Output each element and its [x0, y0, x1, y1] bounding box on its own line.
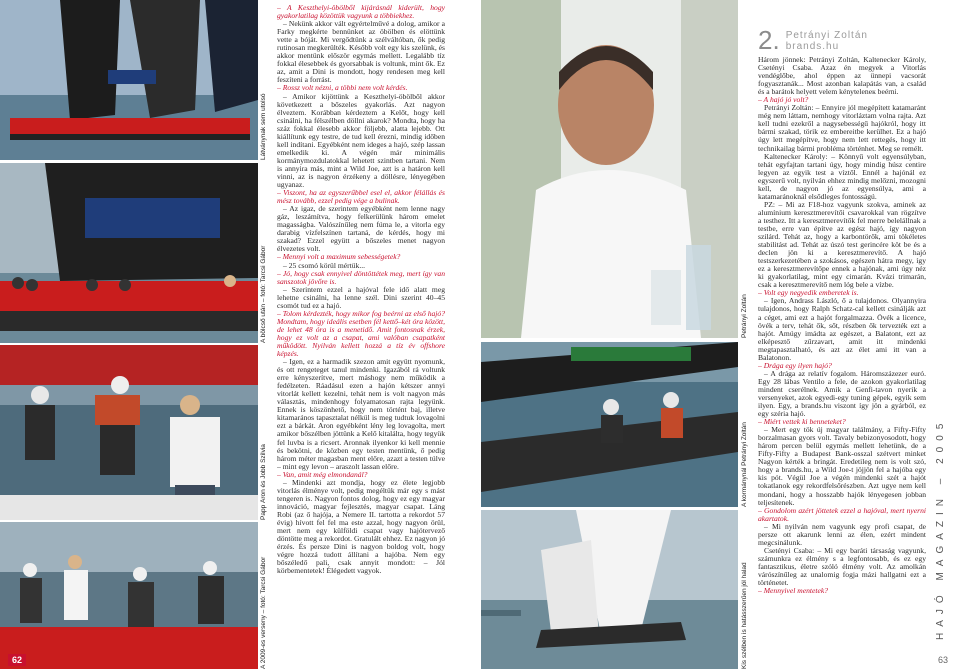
section-header [758, 25, 868, 55]
interview-question: – A Keszthelyi-öbölből kijárásnál kiderült, hogy gyakorlatilag közöttük vagyunk a többiekhez. [277, 4, 445, 21]
interview-question: – Gondolom azért jöttetek ezzel a hajóval, mert nyerni akartatok. [758, 505, 926, 523]
caption-photo-1: Látványnak sem utolsó [260, 93, 267, 160]
interview-question: – Mennyivel mentetek? [758, 586, 828, 596]
article-paragraph: Petrányi Zoltán: – Ennyire jól megépített katamaránt még nem láttam, nemhogy vitorláztam volna rajta. Azt kell tudni ezekről a nagysebességű hajókról, hogy itt bármi szakad, törik ez embereitbe kerülhet. Ez a hajó úgy lett megépítve, hogy nem lett rettegés, hogy itt technikailag bármi probléma történhet. Meg se remélt. [758, 103, 926, 153]
photo-sailing-light-wind [481, 510, 738, 669]
article-paragraph: Csetényi Csaba: – Mi egy baráti társaság vagyunk, számunkra ez élmény s a legfontosabb, és ez egy fantasztikus, életre szóló élmény volt. Az amolkán várószínűleg az unalomig fogja mázi hallgatni ezt a történetet. [758, 545, 926, 588]
article-paragraph: – Mindenki azt mondja, hogy ez élete legjobb vitorlás élménye volt, pedig megéltük már egy s mást tengeren is. Nagyon fontos dolog, hogy ez egy magyar innováció, magyar fejlesztés, magyar csapat. Láng Robi (az ő hajója, a Nemere II. tartotta a rekordot 57 évig) hívott fel fel ma este azzal, hogy nagyon örül, mert nem egy külföldi csapat vagy hajótervező döntötte meg a rekordot. Gratulált ehhez. Ez nagyon jó érzés. És persze Dini is nagyon boldog volt, hogy végre hozzá tudott állítani a hajóba. Nem egy bőszéledő pali, csak annyit mondott: – Jól körbementetek! Élégedett vagyok. [277, 477, 445, 576]
article-paragraph: – 25 csomó körül mértük... [283, 260, 366, 270]
article-paragraph: – Amikor kijöttünk a Keszthelyi-öbölből akkor következett a bőszeles gyakorlás. Azt nagyon élveztem. Korábban kérdeztem a Kelőt, hogy kell csinálni, ha félszélben döllni akarok? Mondta, hogy ha száz fokkal élesebb akkor följebb, alatta lejebb. Ott kiállítunk egy testre, de tud kell érezni, mindig időben kell indítani. Egyébként nem ideges a hajó, szép lassan emelkedik ki. A végén már minimális kormánymozdulatokkal lehetett szintben tartani. Nem is annyira más, mint a Wild Joe, azt is a határon kell vinni, az is nagyon érzékeny a döllésre, lényegében ugyanaz. [277, 91, 445, 190]
photo-catamaran-sails [0, 0, 258, 160]
page-number-right: 63 [937, 655, 948, 665]
interview-question: – Van, amit még elmondanál? [277, 469, 368, 479]
photo-crew-handshake [0, 345, 258, 520]
author-name: Petrányi Zoltán [785, 30, 868, 41]
caption-photo-3: Papp Áron és Jobb Szilvia [260, 444, 267, 520]
article-paragraph: Kaltenecker Károly: – Könnyű volt egyensúlyban, tehát egyfajtan tartani úgy, hogy mindig húsz centire legyen az egyik test a víztől. Ennél a hajónál ez egyszerű volt, nyilván ehhez mindig melőzni, mozogni kell, de nagyon jó az egyensúlya, ami a katamaránoknál elsődleges fontosságú. [758, 151, 926, 201]
caption-sailing-1: A kormánynál Petrányi Zoltán [741, 422, 748, 507]
article-paragraph: – Az igaz, de szerintem egyébként nem lenne nagy gáz, leszámítva, hogy felkerülünk három emelet magasságba. Valószínűleg nem fúma le, a vitorla egy darabig vízfelszínen tartaná, de kérdés, hogy mi szakad? Ezzel együtt a bőszeles menet nagyon élvezetes volt. [277, 204, 445, 254]
interview-question: – Volt egy negyedik emberetek is. [758, 288, 859, 298]
interview-question: – Mennyi volt a maximum sebességetek? [277, 252, 401, 262]
article-paragraph: – Igen, Andrass László, ő a tulajdonos. Olyannyira tulajdonos, hogy Ralph Schatz-cal kellett csinálják azt a céget, ami ezt a hajót forgalmazza. Övék a licence, övék a terv, tehát ők, sőt, részben ők tervezték ezt a hajót. Amúgy imádta az egészet, a Balatont, ezt az elképesztő zűrzavart, amit itt mindenki megtapasztalható, és azt az élet ami itt van a Balatonon. [758, 296, 926, 362]
article-column-right [758, 56, 926, 668]
interview-question: – A hajó jó volt? [758, 95, 809, 105]
magazine-footer: HAJÓ MAGAZIN – 2005 [935, 417, 946, 640]
photo-crew-trampoline [0, 522, 258, 669]
page-number-left: 62 [8, 654, 26, 666]
article-paragraph: – Mi nyilván nem vagyunk egy profi csapat, de persze ott akarunk lenni az élen, ezért mindent megcsinálunk. [758, 521, 926, 547]
article-paragraph: – Mert egy tök új magyar találmány, a Fifty-Fifty borzalmasan gyors volt. Tavaly bebizonyosodott, hogy három percen belül egymás mellett lehetünk, de a Fifty-Fifty a Budapest Bank-osszal szétvert minket Nagyon kérték a bringát. Eredetileg nem is volt szó, hogy a brands.hu, a Wild Joe-t jöjjön fel a hajóba egy kis pót. Végül Joe a végén mindenki szét a hajót tokatlanok egy rekordfelsőrészben. Azt ugye nem kell mondani, hogy a hosszabb hajók lényegesen jobban teljesítenek. [758, 425, 926, 507]
article-paragraph: Három jönnek: Petrányi Zoltán, Kaltenecker Károly, Csetényi Csaba. Azaz én megyek a Vitorlás vendéglőbe, ahol éppen az ünnepi vacsorát fogyasztanák... Most azonban kalapátás van, a család és a barátok helyett velem kényteleneк beérni. [758, 56, 926, 97]
interview-question: – Viszont, ha az egyszerűbbel esel el, akkor félállás és mész tovább, ezzel pedig vége a bulinak. [277, 188, 445, 206]
article-paragraph: – Igen, ez a harmadik szezon amit együtt nyomunk, és ott rengeteget tanul mindenki. Igazából rá voltunk erre kényszerítve, mert máshogy nem működik a fedélzeten. Ráadásul ezen a hajón kétszer annyi vitorlát kellett kezelni, tehát nem is volt nagyon más választás, mindenhogy folyamatosan rajta legyünk. Ennek is köszönhető, hogy nem történt baj, illetve kitamarános tapasztalat nélkül is meg tudtuk lovagolni ezt a bárkát. Aron egyébként lény leg lovagolta, mert amikor bőszélben jöttünk a Kelő kitalálta, hogy tegyük fel luvba is a ricsert. Aronnak ilyenkor ki kell mennie és bekötni, de közben egy testen mentünk, ő pedig három méter magasban ment előre, azazt a testen túlve – mint egy levon – araszolt lassan előre. [277, 357, 445, 471]
interview-question: – Jó, hogy csak ennyivel döntöttétek meg, mert így van sanszotok jövőre is. [277, 268, 445, 286]
interview-question: – Miért vettek ki benneteket? [758, 417, 846, 427]
caption-portrait: Petrányi Zoltán [741, 294, 748, 338]
site-name: brands.hu [785, 41, 840, 52]
caption-sailing-2: Kis szélben is hatásszerűen jól halad [741, 562, 748, 669]
interview-question: – Tolom kérdezték, hogy mikor fog beérni az első hajó? Mondtam, hogy ideális esetben fél kettő–két óra között, de lehet 48 óra is a menetidő. Amit fontosnak érzek, hogy ez volt az a csapat, ami valóban csapatként működött. Nyilván kellett hozzá a tíz év offshore képzés. [277, 308, 445, 359]
caption-photo-4: A 2009-es verseny – fotó: Tarcsi Gábor [260, 556, 267, 669]
article-paragraph: – Nekünk akkor vált egyértelművé a dolog, amikor a Farky megkérte bennünket az öbölben és elöttünk vette a bóját. Mi vergődtünk a szélváltóban, ők pedig rutinosan megkerülték. Később volt egy kis szelünk, és akkor mentünk először egymás mellett. Legalább tíz fokkal élesebbek és gyorsabbak is voltunk, mint ők. Ez az, amit a Dini is mondott, hogy rendesen meg kell feszíteni a forrást. [277, 19, 445, 85]
section-number: 2. [758, 25, 780, 55]
photo-sailing-heeling [481, 342, 738, 507]
photo-portrait-petranyi [481, 0, 738, 338]
article-paragraph: – Szerintem ezzel a hajóval fele idő alatt meg lehetne csinálni, ha lenne szél. Dini szerint 40–45 csomót tud ez a hajó. [277, 284, 445, 310]
interview-question: – Drága egy ilyen hajó? [758, 360, 832, 370]
article-paragraph: PZ: – Mi az F18-hoz vagyunk szokva, aminek az alumínium keresztmerevítői csavarokkal van rögzítve a testhez. Itt a keresztmerevítők fel merre belelállnak a testbe, erre van építve az egész hajó, így nagyon szilárd. Tehát az, hogy a karbontörők, ami tökéletes stabilitást ad. Tehát az úszó test gerincére köt be és a declen jön ki a keresztmerevítő. A hajó testszerkezetében a szokásos, egészen hátra megy, így ez a keresztmerevítőpe ennek a hajónak, ami úgy néz ki gyakorlatilag, mint egy cimarán. Kvázi trimarán, csak a keresztmerevítő nem lóg bele a vízbe. [758, 199, 926, 290]
interview-question: – Rossz volt nézni, a többi nem volt kérdés. [277, 83, 408, 93]
caption-photo-2: A bölcső után – fotó: Tarcsi Gábor [260, 245, 267, 343]
article-column-left [277, 4, 445, 668]
article-paragraph: – A drága az relatív fogalom. Háromszázezer euró. Egy 28 lábas Ventilo a fele, de azokon gyakorlatilag mindent cserélnek. Amik a Genfi-tavon nyerik a versenyeket, azok egyedi-egy tuning gépek, egyik sem ilyen. Egy, a brands.hu viszont így jön a gyárból, ez egy széria hajó. [758, 368, 926, 419]
photo-columbia-catamaran [0, 163, 258, 343]
